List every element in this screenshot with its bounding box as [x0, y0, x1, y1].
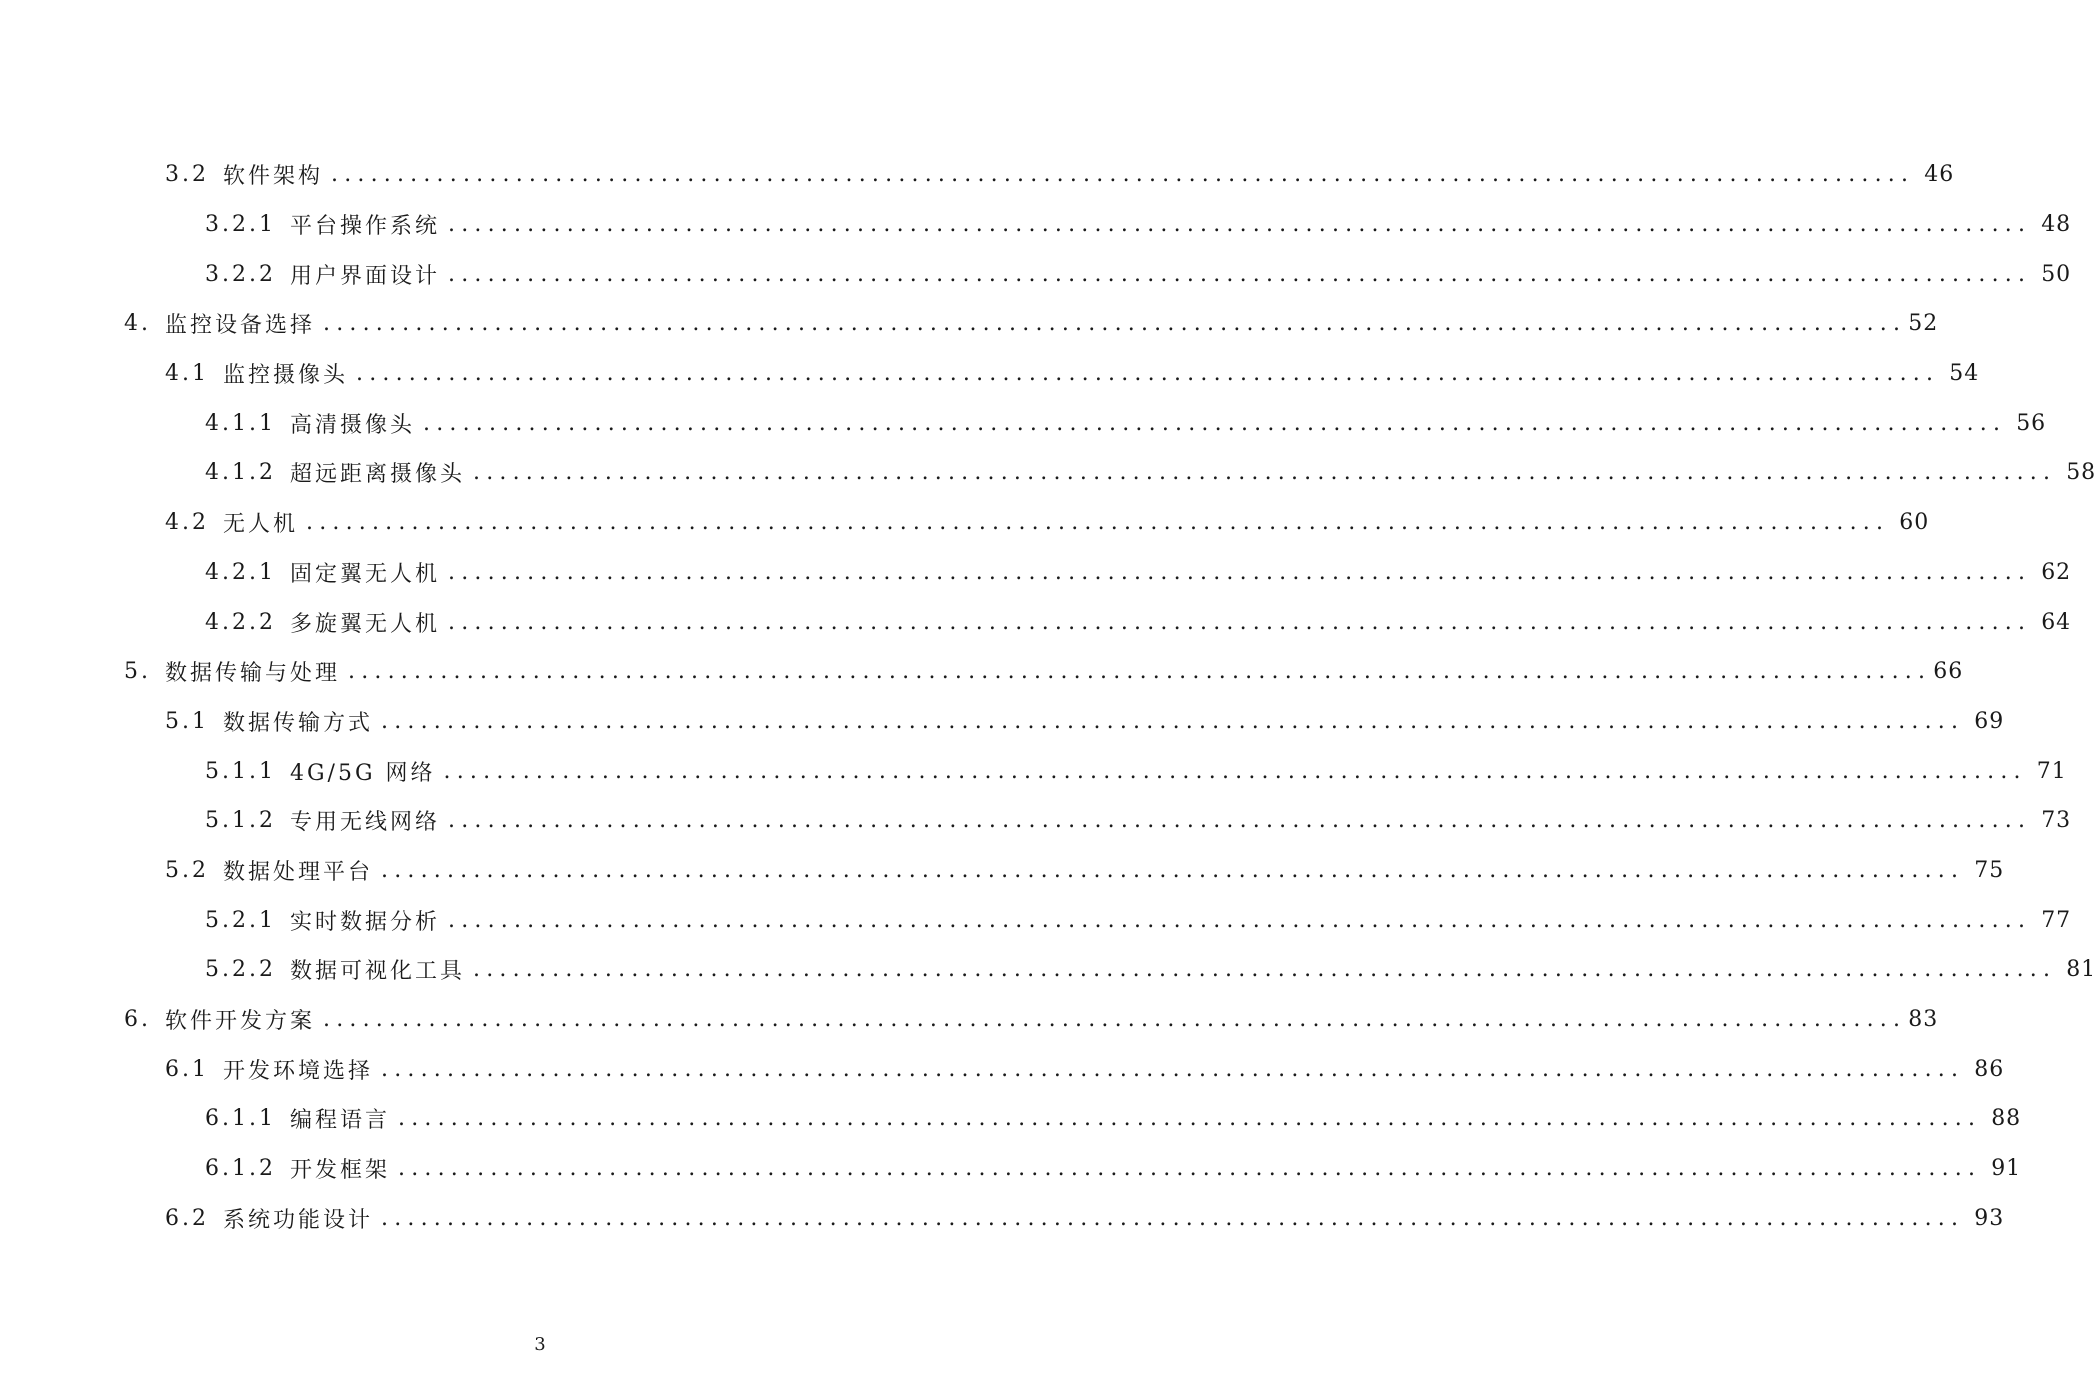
- toc-entry-page: 91: [1991, 1156, 2022, 1182]
- toc-entry-page: 71: [2036, 758, 2067, 784]
- toc-entry-title: 专用无线网络: [289, 810, 440, 836]
- toc-entry-page: 64: [2041, 609, 2072, 635]
- toc-entry[interactable]: [0, 150, 1955, 200]
- toc-entry-number: 5.1: [165, 708, 209, 734]
- toc-entry-title: 软件开发方案: [165, 1009, 316, 1035]
- toc-entry[interactable]: [0, 945, 2096, 995]
- toc-entry-number: 3.2.2: [205, 261, 276, 287]
- toc-dot-leader: ........................................................................................................................: [448, 261, 2032, 287]
- toc-entry[interactable]: [0, 1044, 2005, 1094]
- toc-dot-leader: ........................................................................................................................: [323, 311, 1907, 337]
- toc-dot-leader: ........................................................................................................................: [448, 609, 2032, 635]
- toc-dot-leader: ........................................................................................................................: [448, 907, 2032, 933]
- toc-entry-page: 54: [1949, 361, 1980, 387]
- toc-entry-title: 实时数据分析: [289, 909, 440, 935]
- toc-dot-leader: ........................................................................................................................: [448, 808, 2032, 834]
- toc-entry[interactable]: [0, 647, 1964, 697]
- toc-entry-title: 平台操作系统: [289, 214, 440, 240]
- toc-entry-page: 56: [2016, 410, 2047, 436]
- toc-dot-leader: ........................................................................................................................: [323, 1007, 1907, 1033]
- toc-entry-page: 50: [2041, 261, 2072, 287]
- toc-entry-number: 3.2.1: [205, 212, 276, 238]
- toc-entry[interactable]: [0, 597, 2072, 647]
- toc-entry-page: 48: [2041, 212, 2072, 238]
- toc-entry-number: 4.1.1: [205, 410, 276, 436]
- toc-entry[interactable]: [0, 895, 2072, 945]
- toc-entry-number: 4.2.2: [205, 609, 276, 635]
- toc-entry-title: 多旋翼无人机: [289, 611, 440, 637]
- toc-entry-number: 3.2: [165, 162, 209, 188]
- toc-entry-page: 75: [1974, 857, 2005, 883]
- toc-entry[interactable]: [0, 796, 2072, 846]
- toc-entry-page: 81: [2066, 957, 2096, 983]
- toc-entry-title: 数据传输方式: [223, 710, 374, 736]
- toc-entry-title: 开发框架: [289, 1158, 390, 1184]
- toc-dot-leader: ........................................................................................................................: [473, 460, 2057, 486]
- toc-entry[interactable]: [0, 299, 1939, 349]
- toc-entry[interactable]: [0, 200, 2072, 250]
- page-number: 3: [534, 1334, 546, 1355]
- toc-entry-title: 无人机: [223, 512, 299, 538]
- toc-entry[interactable]: [0, 1193, 2005, 1243]
- toc-entry[interactable]: [0, 995, 1939, 1045]
- toc-dot-leader: ........................................................................................................................: [331, 162, 1915, 188]
- toc-entry-number: 5.2.2: [205, 957, 276, 983]
- toc-dot-leader: ........................................................................................................................: [356, 361, 1940, 387]
- toc-entry-title: 用户界面设计: [289, 263, 440, 289]
- toc-entry-number: 6.: [124, 1007, 151, 1033]
- toc-entry[interactable]: [0, 349, 1980, 399]
- toc-entry-number: 5.2: [165, 857, 209, 883]
- toc-entry[interactable]: [0, 697, 2005, 747]
- toc-entry-title: 软件架构: [223, 164, 324, 190]
- toc-entry[interactable]: [0, 1144, 2022, 1194]
- toc-dot-leader: ........................................................................................................................: [348, 659, 1932, 685]
- toc-dot-leader: ........................................................................................................................: [398, 1156, 1982, 1182]
- toc-dot-leader: ........................................................................................................................: [381, 1205, 1965, 1231]
- toc-entry-page: 66: [1933, 659, 1964, 685]
- toc-entry-title: 4G/5G 网络: [289, 760, 436, 786]
- toc-entry-title: 数据处理平台: [223, 859, 374, 885]
- toc-entry-number: 5.1.1: [205, 758, 276, 784]
- toc-entry-page: 93: [1974, 1205, 2005, 1231]
- toc-entry-title: 监控设备选择: [165, 313, 316, 339]
- toc-entry-title: 高清摄像头: [289, 412, 415, 438]
- table-of-contents: [0, 150, 2096, 1243]
- toc-entry-page: 83: [1908, 1007, 1939, 1033]
- toc-entry-number: 4.2: [165, 510, 209, 536]
- toc-entry-title: 监控摄像头: [223, 363, 349, 389]
- toc-entry-page: 46: [1924, 162, 1955, 188]
- toc-entry[interactable]: [0, 498, 1930, 548]
- toc-entry-title: 超远距离摄像头: [289, 462, 465, 488]
- toc-dot-leader: ........................................................................................................................: [443, 758, 2027, 784]
- toc-entry-number: 6.1: [165, 1056, 209, 1082]
- toc-entry[interactable]: [0, 398, 2047, 448]
- toc-dot-leader: ........................................................................................................................: [473, 957, 2057, 983]
- toc-entry-title: 系统功能设计: [223, 1207, 374, 1233]
- toc-entry-number: 5.: [124, 659, 151, 685]
- toc-dot-leader: ........................................................................................................................: [381, 857, 1965, 883]
- toc-entry[interactable]: [0, 746, 2067, 796]
- toc-entry-number: 4.1.2: [205, 460, 276, 486]
- toc-entry-page: 69: [1974, 708, 2005, 734]
- toc-entry-number: 4.2.1: [205, 559, 276, 585]
- toc-entry-page: 62: [2041, 559, 2072, 585]
- toc-entry-number: 6.2: [165, 1205, 209, 1231]
- toc-dot-leader: ........................................................................................................................: [448, 212, 2032, 238]
- toc-entry[interactable]: [0, 1094, 2022, 1144]
- toc-entry-title: 编程语言: [289, 1108, 390, 1134]
- toc-entry-number: 6.1.2: [205, 1156, 276, 1182]
- toc-entry-page: 58: [2066, 460, 2096, 486]
- toc-dot-leader: ........................................................................................................................: [381, 708, 1965, 734]
- toc-entry-page: 73: [2041, 808, 2072, 834]
- toc-entry[interactable]: [0, 448, 2096, 498]
- toc-entry-number: 4.: [124, 311, 151, 337]
- toc-entry-title: 开发环境选择: [223, 1058, 374, 1084]
- toc-entry-title: 数据传输与处理: [165, 661, 341, 687]
- toc-entry-page: 60: [1899, 510, 1930, 536]
- toc-entry-number: 5.1.2: [205, 808, 276, 834]
- toc-dot-leader: ........................................................................................................................: [398, 1106, 1982, 1132]
- toc-dot-leader: ........................................................................................................................: [306, 510, 1890, 536]
- toc-entry-title: 固定翼无人机: [289, 561, 440, 587]
- toc-entry[interactable]: [0, 846, 2005, 896]
- toc-entry-page: 52: [1908, 311, 1939, 337]
- toc-dot-leader: ........................................................................................................................: [381, 1056, 1965, 1082]
- toc-entry-number: 5.2.1: [205, 907, 276, 933]
- toc-entry-page: 86: [1974, 1056, 2005, 1082]
- toc-entry[interactable]: [0, 249, 2072, 299]
- toc-entry-page: 88: [1991, 1106, 2022, 1132]
- toc-entry-title: 数据可视化工具: [289, 959, 465, 985]
- toc-entry[interactable]: [0, 548, 2072, 598]
- toc-entry-number: 4.1: [165, 361, 209, 387]
- toc-entry-number: 6.1.1: [205, 1106, 276, 1132]
- toc-entry-page: 77: [2041, 907, 2072, 933]
- toc-dot-leader: ........................................................................................................................: [423, 410, 2007, 436]
- toc-dot-leader: ........................................................................................................................: [448, 559, 2032, 585]
